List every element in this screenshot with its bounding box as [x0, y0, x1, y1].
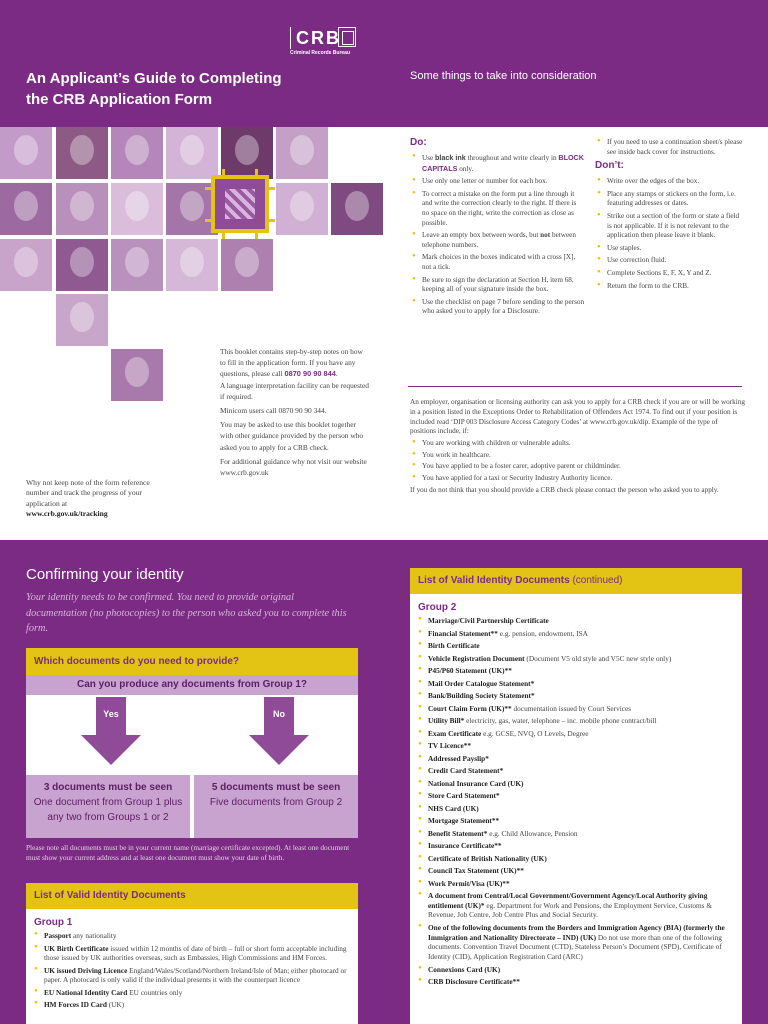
document-item: • Certificate of British Nationality (UK) [418, 854, 734, 864]
photo-tile [276, 183, 328, 235]
document-item: • Birth Certificate [418, 641, 734, 651]
list-heading: List of Valid Identity Documents [26, 883, 358, 909]
divider [408, 386, 742, 387]
document-item: • Credit Card Statement* [418, 766, 734, 776]
document-item: • CRB Disclosure Certificate** [418, 977, 734, 987]
down-arrow-icon [249, 697, 309, 767]
document-item: • Insurance Certificate** [418, 841, 734, 851]
list-item: • If you need to use a continuation sheet/s please see inside back cover for instructions. [595, 138, 745, 157]
document-item: • A document from Central/Local Government/Government Agency/Local Authority giving entitlement (UK)* eg. Department for Work and Pensions, the Employment Service, Customs & Revenue, Job Centre, Job Centre Plus and Social Security. [418, 891, 734, 920]
photo-tile [56, 183, 108, 235]
list-item: • Place any stamps or stickers on the form, i.e. featuring addresses or dates. [595, 190, 745, 209]
photo-tile [276, 127, 328, 179]
document-item: • Financial Statement** e.g. pension, endowment, ISA [418, 629, 734, 639]
document-item: • NHS Card (UK) [418, 804, 734, 814]
document-item: • HM Forces ID Card (UK) [34, 1000, 350, 1010]
no-branch [194, 695, 358, 838]
document-item: • Mail Order Catalogue Statement* [418, 679, 734, 689]
photo-tile [331, 183, 383, 235]
document-item: • TV Licence** [418, 741, 734, 751]
document-item: • UK Birth Certificate issued within 12 months of date of birth – full or short form acceptable including those issued by UK authorities overseas, such as Embassies, High Commissions and HM Forces. [34, 944, 350, 963]
photo-tile [0, 183, 52, 235]
tracking-link[interactable]: www.crb.gov.uk/tracking [26, 509, 108, 519]
list-item: • Use only one letter or number for each box. [410, 177, 585, 187]
photo-tile [0, 127, 52, 179]
intro-text: This booklet contains step-by-step notes on how to fill in the application form. If you have any questions, please call 0870 90 90 844. A language interpretation facility can be requested if required. Minicom users call 0870 90 90 344. You may be asked to use this booklet together with other guidance provided by the person who asked you to apply for a CRB check. For additional guidance why not visit our website www.crb.gov.uk [220, 347, 369, 478]
document-item: • One of the following documents from the Borders and Immigration Agency (BIA) (formerly the Immigration and Nationality Directorate – IND) (UK) Do not use more than one of the following documents. Convention Travel Document (CTD), Stateless Person’s Document (SPD), Certificate of Identity (CID), Application Registration Card (ARC) [418, 923, 734, 962]
document-item: • National Insurance Card (UK) [418, 779, 734, 789]
helpline-number[interactable]: 0870 90 90 844 [284, 369, 336, 379]
yes-result: 3 documents must be seen One document from Group 1 plus any two from Groups 1 or 2 [26, 775, 190, 838]
section-title: Confirming your identity [26, 566, 184, 583]
photo-tile [221, 239, 273, 291]
photo-tile [56, 239, 108, 291]
photo-tile [166, 127, 218, 179]
down-arrow-icon [81, 697, 141, 767]
list-item: • You have applied to be a foster carer, adoptive parent or childminder. [410, 462, 745, 472]
list-item: • Use the checklist on page 7 before sending to the person who asked you to apply for a Disclosure. [410, 298, 585, 317]
list-item: • Leave an empty box between words, but not between telephone numbers. [410, 231, 585, 250]
document-item: • Work Permit/Visa (UK)** [418, 879, 734, 889]
top-header [0, 0, 768, 127]
page-title: An Applicant’s Guide to Completing the CRB Application Form [26, 70, 282, 108]
document-item: • Benefit Statement* e.g. Child Allowance, Pension [418, 829, 734, 839]
document-item: • Addressed Payslip* [418, 754, 734, 764]
document-item: • Passport any nationality [34, 931, 350, 941]
document-note: Please note all documents must be in your current name (marriage certificate excepted). At least one document must show your current address and at least one document must show your date of birth. [26, 843, 350, 863]
tracking-note: Why not keep note of the form reference number and track the progress of your application at www.crb.gov.uk/tracking [26, 478, 150, 519]
list-item: • Use staples. [595, 244, 745, 254]
section-lead: Your identity needs to be confirmed. You need to provide original documentation (no photocopies) to the person who asked you to complete this form. [26, 592, 347, 634]
photo-tile [221, 127, 273, 179]
do-section [410, 137, 585, 320]
document-item: • Bank/Building Society Statement* [418, 691, 734, 701]
documents-flowchart [26, 648, 358, 838]
list-item: • Mark choices in the boxes indicated with a cross [X], not a tick. [410, 253, 585, 272]
dont-section [595, 138, 745, 294]
document-item: • Council Tax Statement (UK)** [418, 866, 734, 876]
flowchart-heading: Which documents do you need to provide? [26, 648, 358, 675]
logo-box-icon [338, 27, 356, 47]
list-item: • To correct a mistake on the form put a line through it and write the correction clearly to the right. If there is no space on the right, write the correction as close as possible. [410, 190, 585, 228]
list-item: • Be sure to sign the declaration at Section H, item 68, keeping all of your signature inside the box. [410, 276, 585, 295]
no-result: 5 documents must be seen Five documents from Group 2 [194, 775, 358, 838]
yes-label: Yes [103, 709, 119, 719]
photo-tile [166, 239, 218, 291]
group-heading: Group 1 [34, 917, 73, 928]
document-item: • Store Card Statement* [418, 791, 734, 801]
list-item: • You work in healthcare. [410, 451, 745, 461]
photo-tile [111, 349, 163, 401]
document-item: • Mortgage Statement** [418, 816, 734, 826]
document-item: • Connexions Card (UK) [418, 965, 734, 975]
photo-tile [56, 127, 108, 179]
list-item: • Write over the edges of the box. [595, 177, 745, 187]
group-heading: Group 2 [418, 602, 457, 613]
flowchart-question: Can you produce any documents from Group 1? [26, 675, 358, 695]
identity-section [0, 540, 768, 1024]
document-item: • Vehicle Registration Document (Document V5 old style and V5C new style only) [418, 654, 734, 664]
photo-tile [0, 239, 52, 291]
list-item: • Use correction fluid. [595, 256, 745, 266]
document-item: • Marriage/Civil Partnership Certificate [418, 616, 734, 626]
document-item: • P45/P60 Statement (UK)** [418, 666, 734, 676]
list-item: • Strike out a section of the form or state a field is not applicable. If it is not relevant to the application then please leave it blank. [595, 212, 745, 241]
list-item: • Use black ink throughout and write clearly in BLOCK CAPITALS only. [410, 153, 585, 174]
photo-tile [111, 127, 163, 179]
dont-heading: Don’t: [595, 160, 624, 172]
yes-branch [26, 695, 190, 838]
document-item: • Exam Certificate e.g. GCSE, NVQ, O Levels, Degree [418, 729, 734, 739]
document-item: • EU National Identity Card EU countries only [34, 988, 350, 998]
consider-title: Some things to take into consideration [410, 70, 597, 82]
logo-subtitle: Criminal Records Bureau [290, 50, 351, 56]
no-label: No [273, 709, 285, 719]
list-item: • You are working with children or vulnerable adults. [410, 439, 745, 449]
document-item: • UK issued Driving Licence England/Wales/Scotland/Northern Ireland/Isle of Man; either photocard or paper. A photocard is only valid if the individual presents it with the counterpart licence [34, 966, 350, 985]
document-item: • Court Claim Form (UK)** documentation issued by Court Services [418, 704, 734, 714]
list-item: • Return the form to the CRB. [595, 282, 745, 292]
document-item: • Utility Bill* electricity, gas, water, telephone – inc. mobile phone contract/bill [418, 716, 734, 726]
photo-tile [111, 239, 163, 291]
photo-tile [56, 294, 108, 346]
group1-list [26, 883, 358, 1024]
list-item: • Complete Sections E, F, X, Y and Z. [595, 269, 745, 279]
crb-logo [290, 27, 370, 57]
photo-tile [111, 183, 163, 235]
group2-list [410, 568, 742, 1024]
focus-frame-icon [211, 175, 269, 233]
employer-info: An employer, organisation or licensing authority can ask you to apply for a CRB check if you are or will be working in a position listed in the Exceptions Order to Rehabilitation of Offenders Act 1974. To find out if your position is included read ‘DIP 003 Disclosure Access Category Codes’ at www.crb.gov.uk/dip. Example of the type of positions include, if: • You are working with children or vulnerable adults. • You work in healthcare. • You have applied to be a foster carer, adoptive parent or childminder. • You have applied for a taxi or Security Industry Authority licence. If you do not think that you should provide a CRB check please contact the person who asked you to apply. [410, 398, 745, 495]
logo-text: CRB [296, 28, 341, 48]
list-heading: List of Valid Identity Documents (continued) [410, 568, 742, 594]
do-heading: Do: [410, 137, 427, 148]
list-item: • You have applied for a taxi or Security Industry Authority licence. [410, 474, 745, 484]
